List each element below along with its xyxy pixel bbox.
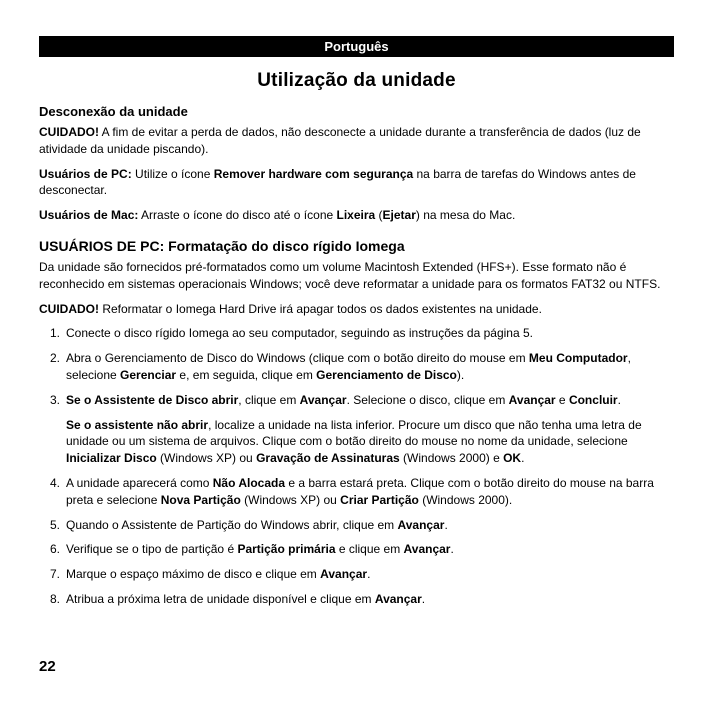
language-banner-label: Português xyxy=(324,39,389,54)
list-item xyxy=(39,475,674,509)
list-item xyxy=(39,392,674,467)
list-item-text: Verifique se o tipo de partição é Partição primária e clique em Avançar. xyxy=(66,542,454,557)
list-item-number: 2. xyxy=(50,351,61,366)
list-item-number: 6. xyxy=(50,542,61,557)
list-item-subparagraph: Se o assistente não abrir, localize a unidade na lista inferior. Procure um disco que não tenha uma letra de unidade ou um sistema de arquivos. Clique com o botão direito do mouse no nome da unidade, selecione Inicializar Disco (Windows XP) ou Gravação de Assinaturas (Windows 2000) e OK. xyxy=(66,417,642,466)
list-item-text: Conecte o disco rígido Iomega ao seu computador, seguindo as instruções da página 5. xyxy=(66,326,533,341)
list-item-body xyxy=(66,350,674,384)
list-item-body xyxy=(66,591,674,608)
paragraph-format-intro: Da unidade são fornecidos pré-formatados como um volume Macintosh Extended (HFS+). Esse formato não é reconhecido em sistemas operacionais Windows; você deve reformatar a unidade para os formatos FAT32 ou NTFS. xyxy=(39,259,661,291)
page-title: Utilização da unidade xyxy=(257,70,456,91)
list-item xyxy=(39,350,674,384)
list-item-number: 8. xyxy=(50,591,61,606)
list-item-body xyxy=(66,566,674,583)
list-item xyxy=(39,566,674,583)
list-item xyxy=(39,325,674,342)
list-item-text: A unidade aparecerá como Não Alocada e a barra estará preta. Clique com o botão direito do mouse na barra preta e selecione Nova Partição (Windows XP) ou Criar Partição (Windows 2000). xyxy=(66,475,654,507)
list-item xyxy=(39,517,674,534)
list-item-number: 3. xyxy=(50,392,61,407)
list-item-body xyxy=(66,325,674,342)
list-item-number: 4. xyxy=(50,475,61,490)
list-item-text: Marque o espaço máximo de disco e clique em Avançar. xyxy=(66,567,371,582)
section-heading-format: USUÁRIOS DE PC: Formatação do disco rígido Iomega xyxy=(39,237,405,254)
page-number: 22 xyxy=(39,658,56,675)
list-item-text: Quando o Assistente de Partição do Windows abrir, clique em Avançar. xyxy=(66,517,448,532)
list-item-number: 5. xyxy=(50,517,61,532)
list-item-text: Se o Assistente de Disco abrir, clique em Avançar. Selecione o disco, clique em Avançar e Concluir. xyxy=(66,392,621,407)
list-item-number: 1. xyxy=(50,326,61,341)
list-item-body xyxy=(66,475,674,509)
paragraph-caution-disconnect: CUIDADO! A fim de evitar a perda de dados, não desconecte a unidade durante a transferência de dados (luz de atividade da unidade piscando). xyxy=(39,125,641,156)
section-heading-disconnect: Desconexão da unidade xyxy=(39,104,188,119)
paragraph-mac-users: Usuários de Mac: Arraste o ícone do disco até o ícone Lixeira (Ejetar) na mesa do Mac. xyxy=(39,208,516,223)
list-item-body xyxy=(66,541,674,558)
paragraph-pc-users: Usuários de PC: Utilize o ícone Remover hardware com segurança na barra de tarefas do Windows antes de desconectar. xyxy=(39,166,636,198)
list-item xyxy=(39,541,674,558)
list-item-body xyxy=(66,392,674,467)
language-banner xyxy=(39,36,674,57)
list-item-text: Abra o Gerenciamento de Disco do Windows (clique com o botão direito do mouse em Meu Computador, selecione Gerenciar e, em seguida, clique em Gerenciamento de Disco). xyxy=(66,351,631,382)
list-item-body xyxy=(66,517,674,534)
list-item xyxy=(39,591,674,608)
list-item-number: 7. xyxy=(50,567,61,582)
format-steps-list xyxy=(39,325,674,607)
paragraph-caution-format: CUIDADO! Reformatar o Iomega Hard Drive irá apagar todos os dados existentes na unidade. xyxy=(39,301,542,316)
list-item-text: Atribua a próxima letra de unidade disponível e clique em Avançar. xyxy=(66,591,426,606)
